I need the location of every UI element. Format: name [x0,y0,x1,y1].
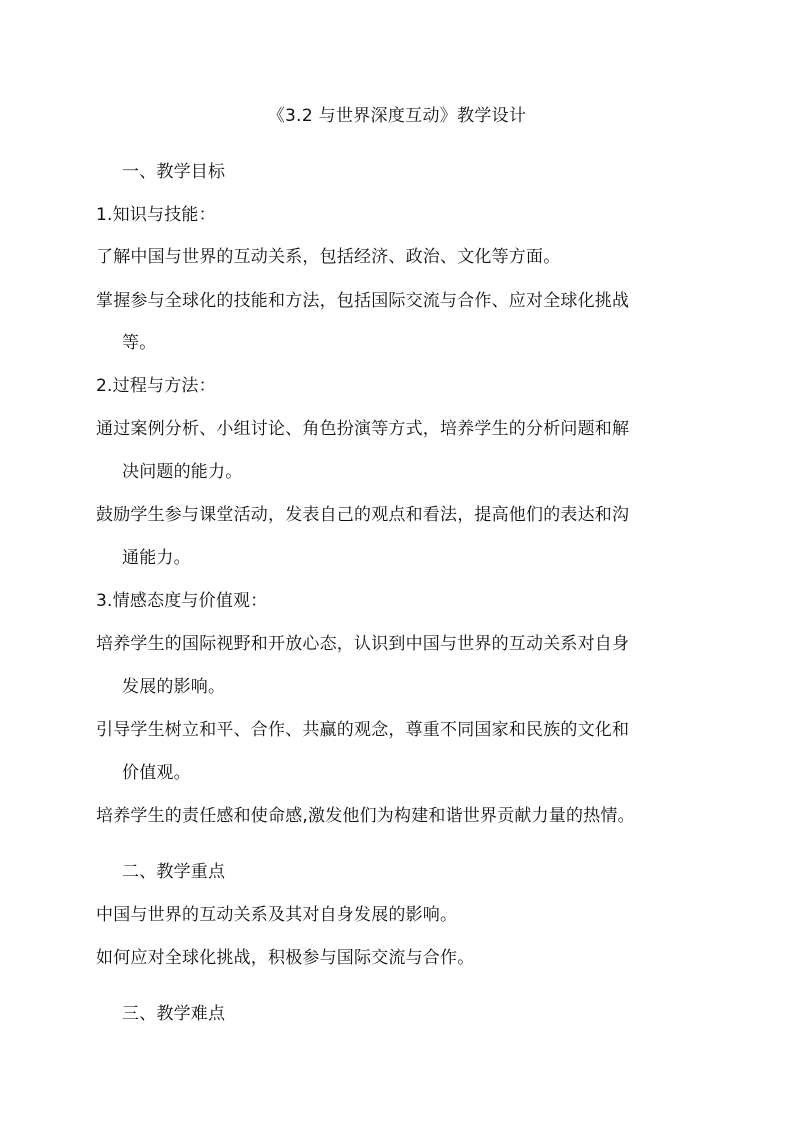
subheading-process: 2.过程与方法： [96,376,216,396]
paragraph-line-continued: 价值观。 [122,763,191,783]
paragraph-line: 掌握参与全球化的技能和方法，包括国际交流与合作、应对全球化挑战 [96,291,630,311]
section-heading-key-points: 二、教学重点 [122,862,226,882]
paragraph-line-continued: 决问题的能力。 [122,462,243,482]
paragraph-line: 鼓励学生参与课堂活动，发表自己的观点和看法，提高他们的表达和沟 [96,505,630,525]
paragraph-line: 了解中国与世界的互动关系，包括经济、政治、文化等方面。 [96,247,561,267]
section-heading-objectives: 一、教学目标 [122,162,226,182]
section-heading-difficulties: 三、教学难点 [122,1004,226,1024]
subheading-attitude: 3.情感态度与价值观： [96,591,268,611]
document-title: 《3.2 与世界深度互动》教学设计 [267,106,527,126]
paragraph-line: 如何应对全球化挑战，积极参与国际交流与合作。 [96,948,475,968]
paragraph-line: 培养学生的责任感和使命感,激发他们为构建和谐世界贡献力量的热情。 [96,806,635,826]
paragraph-line: 中国与世界的互动关系及其对自身发展的影响。 [96,905,458,925]
paragraph-line: 培养学生的国际视野和开放心态，认识到中国与世界的互动关系对自身 [96,634,630,654]
paragraph-line: 通过案例分析、小组讨论、角色扮演等方式，培养学生的分析问题和解 [96,419,630,439]
paragraph-line-continued: 通能力。 [122,548,191,568]
paragraph-line: 引导学生树立和平、合作、共赢的观念，尊重不同国家和民族的文化和 [96,720,630,740]
paragraph-line-continued: 发展的影响。 [122,677,226,697]
paragraph-line-continued: 等。 [122,333,157,353]
subheading-knowledge: 1.知识与技能： [96,205,216,225]
